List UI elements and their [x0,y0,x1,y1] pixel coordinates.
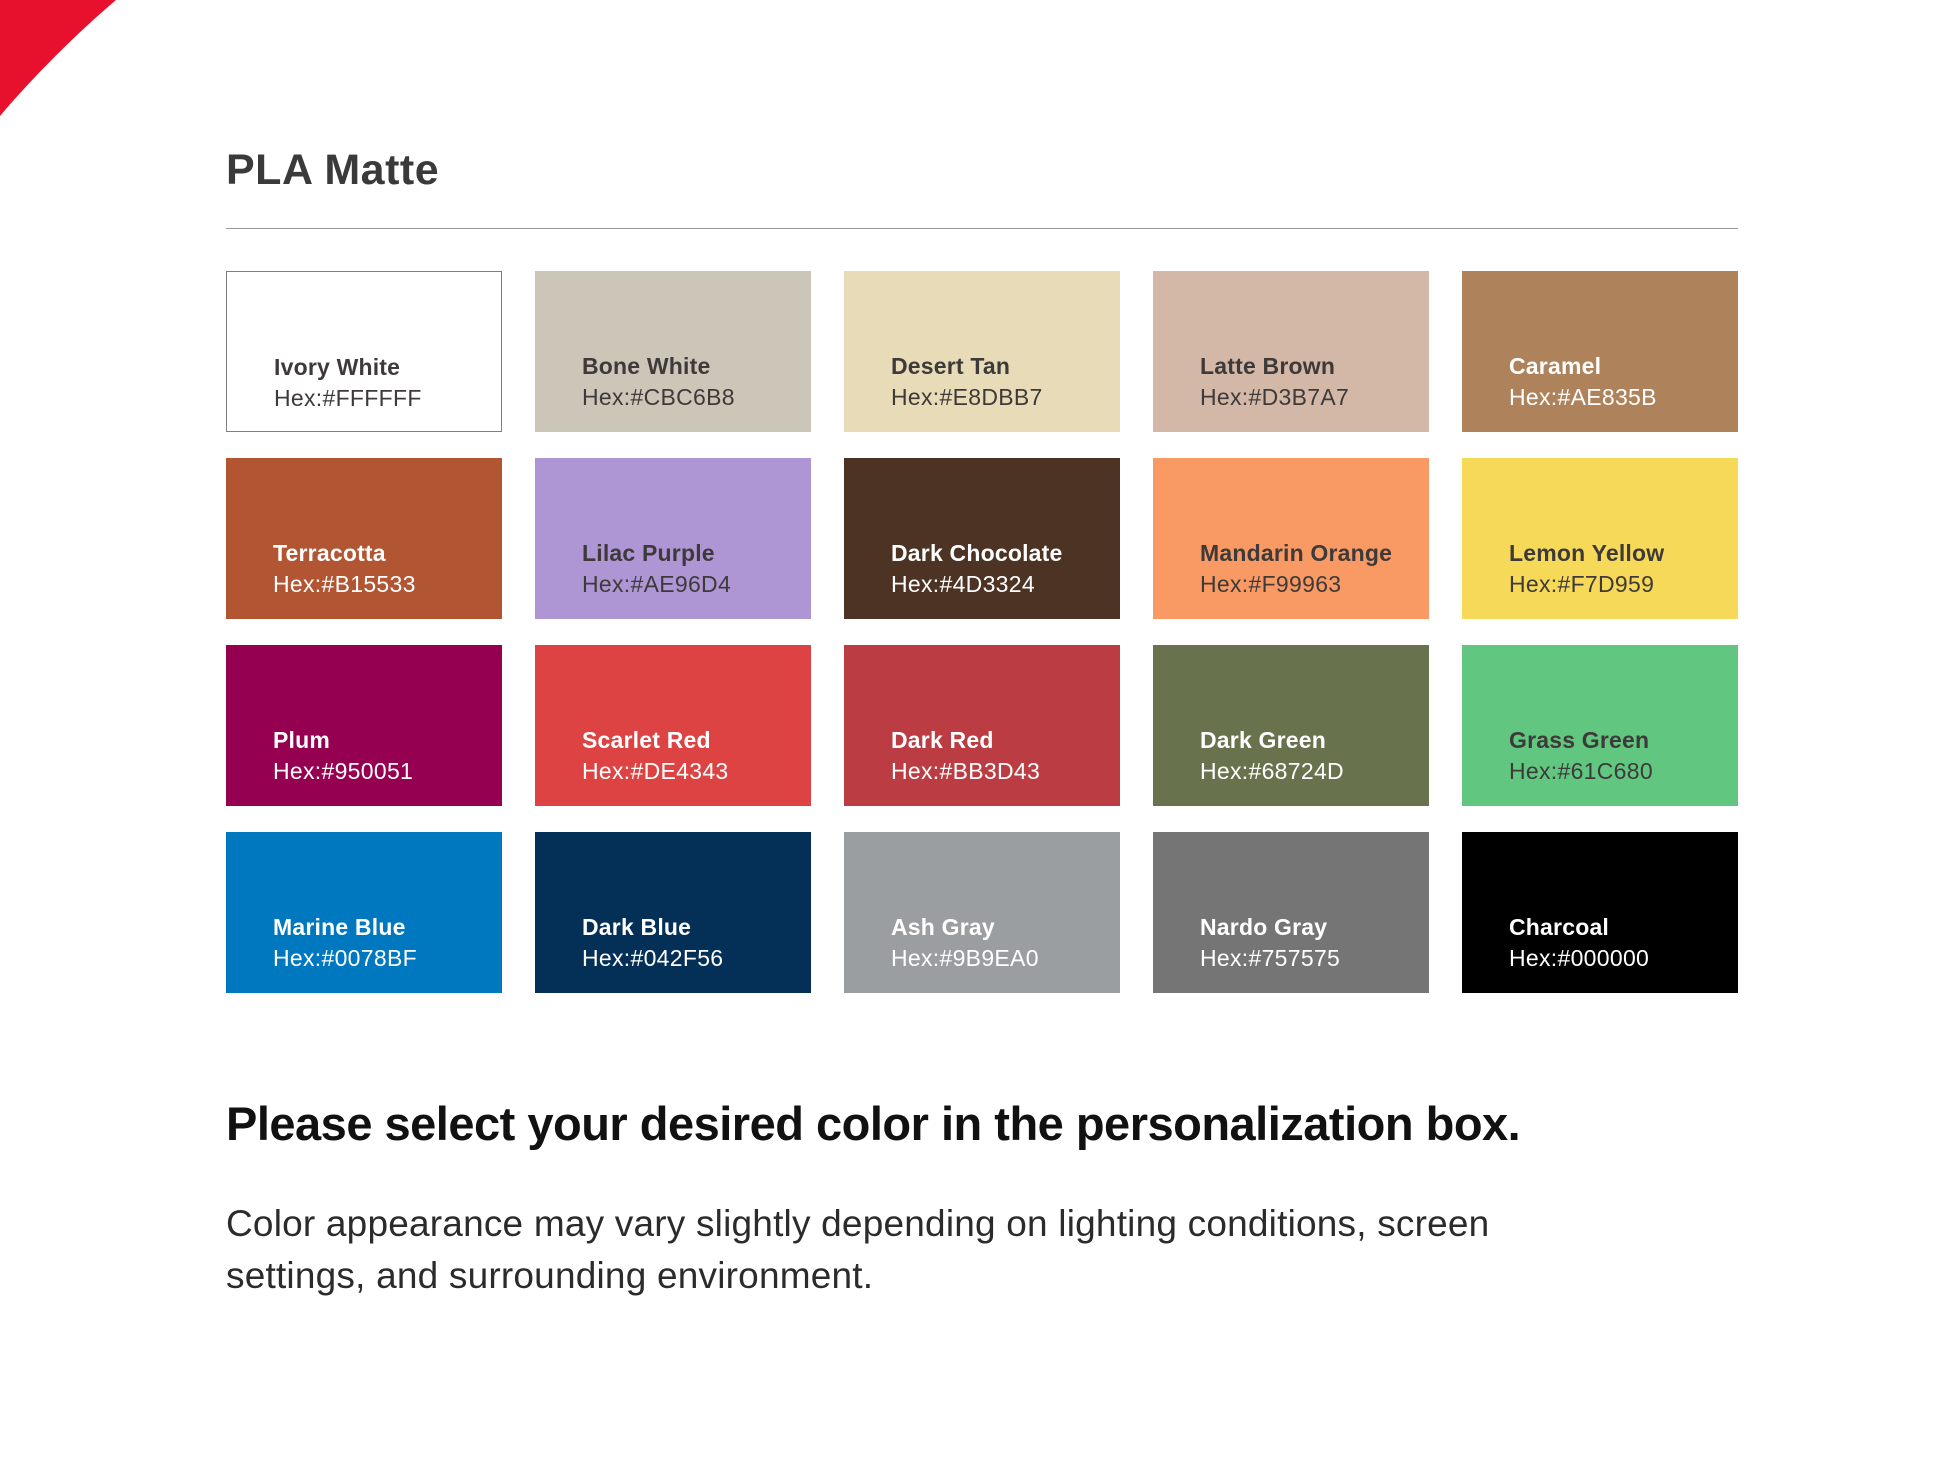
color-hex: Hex:#B15533 [273,571,416,597]
color-name: Dark Chocolate [891,540,1063,566]
swatch-label-block [1200,912,1419,974]
color-hex: Hex:#68724D [1200,758,1344,784]
swatch-desert-tan [844,271,1120,432]
swatch-dark-red [844,645,1120,806]
color-name: Dark Blue [582,914,692,940]
color-name: Bone White [582,353,711,379]
color-name: Mandarin Orange [1200,540,1393,566]
swatch-label-block [582,351,801,413]
swatch-charcoal [1462,832,1738,993]
swatch-label-block [1200,351,1419,413]
color-hex: Hex:#0078BF [273,945,417,971]
color-name: Latte Brown [1200,353,1336,379]
color-name: Ivory White [274,354,401,380]
color-hex: Hex:#D3B7A7 [1200,384,1350,410]
swatch-label-block [1200,538,1419,600]
disclaimer-line-1: Color appearance may vary slightly depending on lighting conditions, screen [226,1203,1490,1244]
color-hex: Hex:#F7D959 [1509,571,1655,597]
swatch-lilac-purple [535,458,811,619]
color-hex: Hex:#042F56 [582,945,724,971]
swatch-latte-brown [1153,271,1429,432]
color-hex: Hex:#AE835B [1509,384,1657,410]
color-hex: Hex:#AE96D4 [582,571,732,597]
page-curl-ribbon-shape [0,0,116,116]
swatch-marine-blue [226,832,502,993]
swatch-dark-blue [535,832,811,993]
color-hex: Hex:#BB3D43 [891,758,1041,784]
color-name: Charcoal [1509,914,1610,940]
color-hex: Hex:#9B9EA0 [891,945,1039,971]
swatch-label-block [1200,725,1419,787]
swatch-grass-green [1462,645,1738,806]
color-hex: Hex:#950051 [273,758,414,784]
color-hex: Hex:#FFFFFF [274,385,422,411]
color-name: Dark Green [1200,727,1327,753]
color-name: Marine Blue [273,914,406,940]
swatch-nardo-gray [1153,832,1429,993]
swatch-terracotta [226,458,502,619]
swatch-label-block [582,725,801,787]
swatch-label-block [1509,725,1728,787]
page-title: PLA Matte [226,146,440,194]
color-hex: Hex:#000000 [1509,945,1650,971]
swatch-ivory-white [226,271,502,432]
swatch-scarlet-red [535,645,811,806]
swatch-label-block [273,538,492,600]
color-hex: Hex:#DE4343 [582,758,729,784]
swatch-label-block [582,538,801,600]
swatch-label-block [273,912,492,974]
color-hex: Hex:#757575 [1200,945,1341,971]
swatch-caramel [1462,271,1738,432]
swatch-label-block [274,352,491,414]
swatch-label-block [891,351,1110,413]
color-hex: Hex:#F99963 [1200,571,1342,597]
disclaimer-line-2: settings, and surrounding environment. [226,1255,874,1296]
color-name: Dark Red [891,727,994,753]
color-swatch-grid [226,271,1738,993]
swatch-label-block [891,912,1110,974]
swatch-dark-chocolate [844,458,1120,619]
color-name: Ash Gray [891,914,995,940]
swatch-dark-green [1153,645,1429,806]
swatch-label-block [1509,912,1728,974]
swatch-lemon-yellow [1462,458,1738,619]
swatch-ash-gray [844,832,1120,993]
swatch-bone-white [535,271,811,432]
swatch-label-block [582,912,801,974]
swatch-plum [226,645,502,806]
page-curl-ribbon-icon [0,0,120,120]
instruction-heading: Please select your desired color in the personalization box. [226,1097,1521,1150]
color-name: Lemon Yellow [1509,540,1665,566]
color-hex: Hex:#CBC6B8 [582,384,735,410]
swatch-mandarin-orange [1153,458,1429,619]
swatch-label-block [891,538,1110,600]
color-name: Caramel [1509,353,1602,379]
disclaimer-note [226,1198,1489,1302]
color-hex: Hex:#E8DBB7 [891,384,1043,410]
color-name: Grass Green [1509,727,1650,753]
color-hex: Hex:#61C680 [1509,758,1653,784]
color-name: Terracotta [273,540,386,566]
color-name: Desert Tan [891,353,1011,379]
swatch-label-block [1509,351,1728,413]
swatch-label-block [891,725,1110,787]
color-name: Lilac Purple [582,540,715,566]
color-hex: Hex:#4D3324 [891,571,1035,597]
color-name: Scarlet Red [582,727,711,753]
title-divider [226,228,1738,229]
swatch-label-block [1509,538,1728,600]
swatch-label-block [273,725,492,787]
color-name: Plum [273,727,331,753]
color-name: Nardo Gray [1200,914,1328,940]
